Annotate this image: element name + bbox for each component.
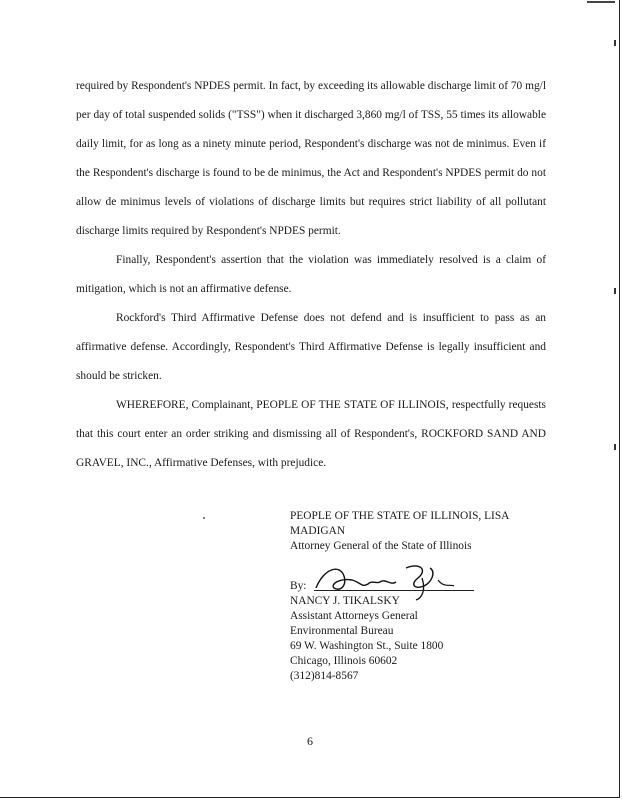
page-number: 6 [307, 734, 313, 748]
bureau-line: Environmental Bureau [290, 625, 394, 637]
paragraph-wherefore: WHEREFORE, Complainant, PEOPLE OF THE STATE OF ILLINOIS, respectfully requests that this court enter an order striking and dismissing all of Respondent's, ROCKFORD SAND AND GRAVEL, INC., Affirmative Defenses, with prejudice. [76, 399, 546, 469]
party-name-line-1: PEOPLE OF THE STATE OF ILLINOIS, LISA [290, 510, 510, 522]
scan-speck [203, 517, 205, 519]
attorney-general-line: Attorney General of the State of Illinois [290, 540, 472, 552]
signature-block [290, 509, 580, 684]
scan-edge-tick [614, 444, 616, 450]
signer-title: Assistant Attorneys General [290, 610, 418, 622]
scan-edge-tick [614, 40, 616, 46]
address-street: 69 W. Washington St., Suite 1800 [290, 640, 444, 652]
paragraph-mitigation: Finally, Respondent's assertion that the violation was immediately resolved is a claim of mitigation, which is not an affirmative defense. [76, 254, 546, 295]
address-city: Chicago, Illinois 60602 [290, 655, 398, 667]
party-name-line-2: MADIGAN [290, 525, 346, 537]
paragraph-third-defense: Rockford's Third Affirmative Defense does not defend and is insufficient to pass as an affirmative defense. Accordingly, Respondent's Third Affirmative Defense is legally insufficient and should be stricken. [76, 312, 546, 382]
paragraph-npdes-permit: required by Respondent's NPDES permit. In fact, by exceeding its allowable discharge limit of 70 mg/l per day of total suspended solids ("TSS") when it discharged 3,860 mg/l of TSS, 55 times its allowable daily limit, for as long as a ninety minute period, Respondent's discharge was not de minimus. Even if the Respondent's discharge is found to be de minimus, the Act and Respondent's NPDES permit do not allow de minimus levels of violations of discharge limits but requires strict liability of all pollutant discharge limits required by Respondent's NPDES permit. [76, 80, 546, 237]
scan-corner-mark [587, 1, 615, 3]
signer-name: NANCY J. TIKALSKY [290, 595, 400, 607]
scan-edge-tick [614, 288, 616, 294]
handwritten-signature [310, 558, 460, 602]
by-label: By: [290, 580, 307, 592]
signature-row [290, 576, 580, 594]
phone-number: (312)814-8567 [290, 670, 359, 682]
document-body [76, 72, 546, 478]
